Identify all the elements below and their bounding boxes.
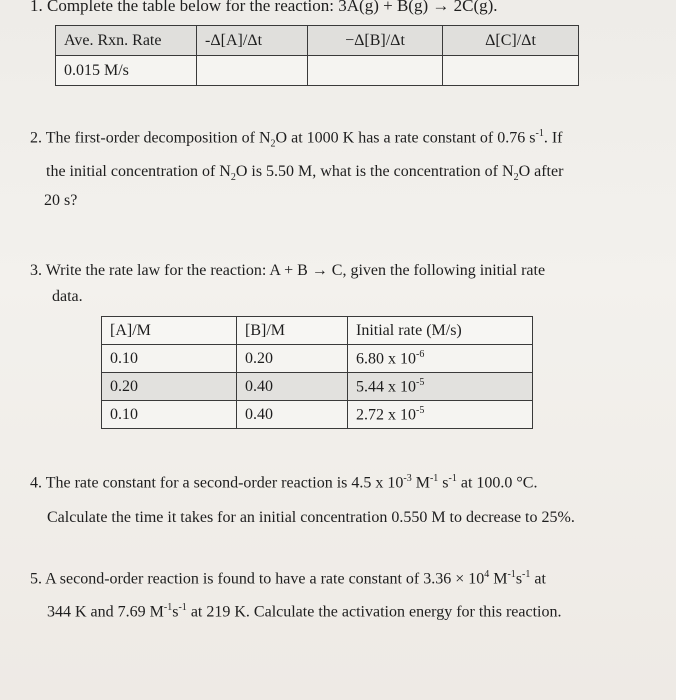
initial-rate-header-row bbox=[102, 317, 533, 345]
q5-text: s bbox=[172, 603, 179, 621]
initial-rate-header: Initial rate (M/s) bbox=[348, 317, 533, 345]
question-2-number: 2. bbox=[30, 129, 42, 147]
rate-exponent: -6 bbox=[416, 348, 425, 360]
rate-cell bbox=[348, 401, 533, 429]
rate-table-header-row bbox=[56, 26, 579, 56]
q2-sub: 2 bbox=[270, 138, 276, 150]
question-2-line-2 bbox=[46, 163, 563, 183]
q5-text: s bbox=[515, 570, 523, 588]
initial-rate-header: [A]/M bbox=[102, 317, 237, 345]
question-4-line-2: Calculate the time it takes for an initial concentration 0.550 M to decrease to 25%. bbox=[47, 509, 575, 526]
initial-rate-row bbox=[102, 345, 533, 373]
question-4-number: 4. bbox=[30, 474, 42, 492]
q5-sup: -1 bbox=[522, 569, 531, 580]
initial-rate-row bbox=[102, 373, 533, 401]
conc-b-cell: 0.40 bbox=[237, 373, 348, 401]
rate-cell bbox=[348, 373, 533, 401]
question-5-number: 5. bbox=[30, 570, 42, 588]
question-1-text: Complete the table below for the reaction: 3A(g) + B(g) → 2C(g). bbox=[47, 0, 498, 15]
q5-text: M bbox=[489, 570, 508, 588]
q5-text: A second-order reaction is found to have a rate constant of 3.36 × 10 bbox=[45, 570, 485, 588]
rate-value: 6.80 x 10 bbox=[356, 350, 416, 368]
question-2-line-1 bbox=[30, 128, 562, 150]
question-3-number: 3. bbox=[30, 262, 42, 279]
conc-a-cell: 0.10 bbox=[102, 401, 237, 429]
q5-sup: -1 bbox=[163, 602, 173, 613]
conc-b-cell: 0.20 bbox=[237, 345, 348, 373]
conc-a-cell: 0.20 bbox=[102, 373, 237, 401]
rate-table-cell bbox=[308, 56, 443, 86]
conc-a-cell: 0.10 bbox=[102, 345, 237, 373]
rate-value: 5.44 x 10 bbox=[356, 378, 416, 396]
q5-text: at 219 K. Calculate the activation energy for this reaction. bbox=[186, 603, 562, 621]
q2-text: . If bbox=[543, 129, 563, 147]
q5-text: at bbox=[530, 570, 546, 588]
initial-rate-table bbox=[101, 316, 533, 429]
question-3-line-1 bbox=[30, 262, 545, 280]
q3-text: Write the rate law for the reaction: A + B → C, given the following initial rate bbox=[45, 262, 546, 279]
q2-text: O is 5.50 M, what is the concentration of N bbox=[235, 163, 514, 180]
conc-b-cell: 0.40 bbox=[237, 401, 348, 429]
rate-table-cell bbox=[443, 56, 579, 86]
q4-text: The rate constant for a second-order reaction is 4.5 x 10 bbox=[45, 474, 404, 492]
question-3-line-2: data. bbox=[52, 288, 83, 305]
q2-sub: 2 bbox=[230, 172, 236, 184]
rate-table-header: Ave. Rxn. Rate bbox=[56, 26, 197, 56]
rate-value: 2.72 x 10 bbox=[356, 406, 416, 424]
rate-table bbox=[55, 25, 579, 86]
rate-table-header: Δ[C]/Δt bbox=[443, 26, 579, 56]
rate-table-header: -Δ[A]/Δt bbox=[197, 26, 308, 56]
rate-table-row bbox=[56, 56, 579, 86]
q2-sup: -1 bbox=[535, 128, 544, 139]
question-1-number: 1. bbox=[30, 0, 43, 15]
question-2-line-3: 20 s? bbox=[44, 192, 78, 209]
question-1 bbox=[30, 0, 498, 16]
rate-exponent: -5 bbox=[416, 376, 425, 388]
rate-cell bbox=[348, 345, 533, 373]
q2-text: The first-order decomposition of N bbox=[45, 129, 271, 147]
q4-text: M bbox=[411, 474, 430, 492]
q5-text: 344 K and 7.69 M bbox=[47, 603, 164, 621]
rate-table-header: −Δ[B]/Δt bbox=[308, 26, 443, 56]
q4-sup: -1 bbox=[429, 473, 439, 484]
q4-text: s bbox=[438, 474, 449, 492]
question-5-line-1 bbox=[30, 569, 546, 588]
q2-text: O after bbox=[518, 163, 564, 180]
q5-sup: -1 bbox=[507, 569, 516, 580]
question-4-line-1 bbox=[30, 473, 537, 492]
q2-text: the initial concentration of N bbox=[46, 163, 231, 180]
q5-sup: 4 bbox=[484, 569, 490, 580]
rate-table-cell bbox=[197, 56, 308, 86]
q4-sup: -1 bbox=[448, 473, 457, 484]
initial-rate-header: [B]/M bbox=[237, 317, 348, 345]
q5-sup: -1 bbox=[178, 602, 187, 613]
question-5-line-2 bbox=[47, 602, 562, 621]
q4-text: at 100.0 °C. bbox=[456, 474, 538, 492]
q2-text: O at 1000 K has a rate constant of 0.76 s bbox=[275, 129, 536, 147]
initial-rate-row bbox=[102, 401, 533, 429]
rate-exponent: -5 bbox=[416, 404, 425, 416]
q2-sub: 2 bbox=[513, 172, 519, 184]
rate-table-cell: 0.015 M/s bbox=[56, 56, 197, 86]
q4-sup: -3 bbox=[403, 473, 412, 484]
